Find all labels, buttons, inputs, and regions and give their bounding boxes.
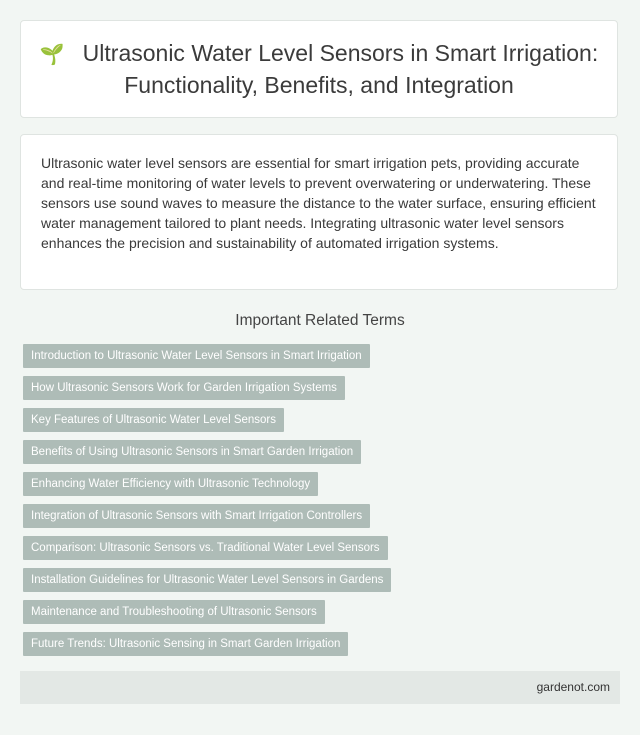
- related-term-link[interactable]: Maintenance and Troubleshooting of Ultrasonic Sensors: [23, 600, 325, 624]
- related-term-link[interactable]: Future Trends: Ultrasonic Sensing in Smart Garden Irrigation: [23, 632, 348, 656]
- related-terms-heading: Important Related Terms: [235, 312, 405, 329]
- related-term-link[interactable]: Enhancing Water Efficiency with Ultrasonic Technology: [23, 472, 318, 496]
- related-term-link[interactable]: Benefits of Using Ultrasonic Sensors in Smart Garden Irrigation: [23, 440, 361, 464]
- related-term-link[interactable]: Installation Guidelines for Ultrasonic Water Level Sensors in Gardens: [23, 568, 391, 592]
- page-title: [39, 38, 599, 100]
- related-terms-list: [23, 344, 613, 664]
- footer-site-link[interactable]: gardenot.com: [536, 680, 610, 694]
- header-card: [20, 20, 618, 118]
- intro-paragraph: Ultrasonic water level sensors are essential for smart irrigation pets, providing accurate and real-time monitoring of water levels to prevent overwatering or underwatering. These sensors use sound waves to measure the distance to the water surface, ensuring efficient water management tailored to plant needs. Integrating ultrasonic water level sensors enhances the precision and sustainability of automated irrigation systems.: [41, 155, 596, 251]
- related-term-link[interactable]: Introduction to Ultrasonic Water Level Sensors in Smart Irrigation: [23, 344, 370, 368]
- footer: [20, 671, 620, 704]
- intro-card: [20, 134, 618, 290]
- related-term-link[interactable]: Integration of Ultrasonic Sensors with Smart Irrigation Controllers: [23, 504, 370, 528]
- related-term-link[interactable]: How Ultrasonic Sensors Work for Garden Irrigation Systems: [23, 376, 345, 400]
- seedling-icon: 🌱: [39, 44, 65, 66]
- page-title-text: Ultrasonic Water Level Sensors in Smart Irrigation: Functionality, Benefits, and Integration: [82, 40, 599, 98]
- related-term-link[interactable]: Key Features of Ultrasonic Water Level Sensors: [23, 408, 284, 432]
- related-term-link[interactable]: Comparison: Ultrasonic Sensors vs. Traditional Water Level Sensors: [23, 536, 388, 560]
